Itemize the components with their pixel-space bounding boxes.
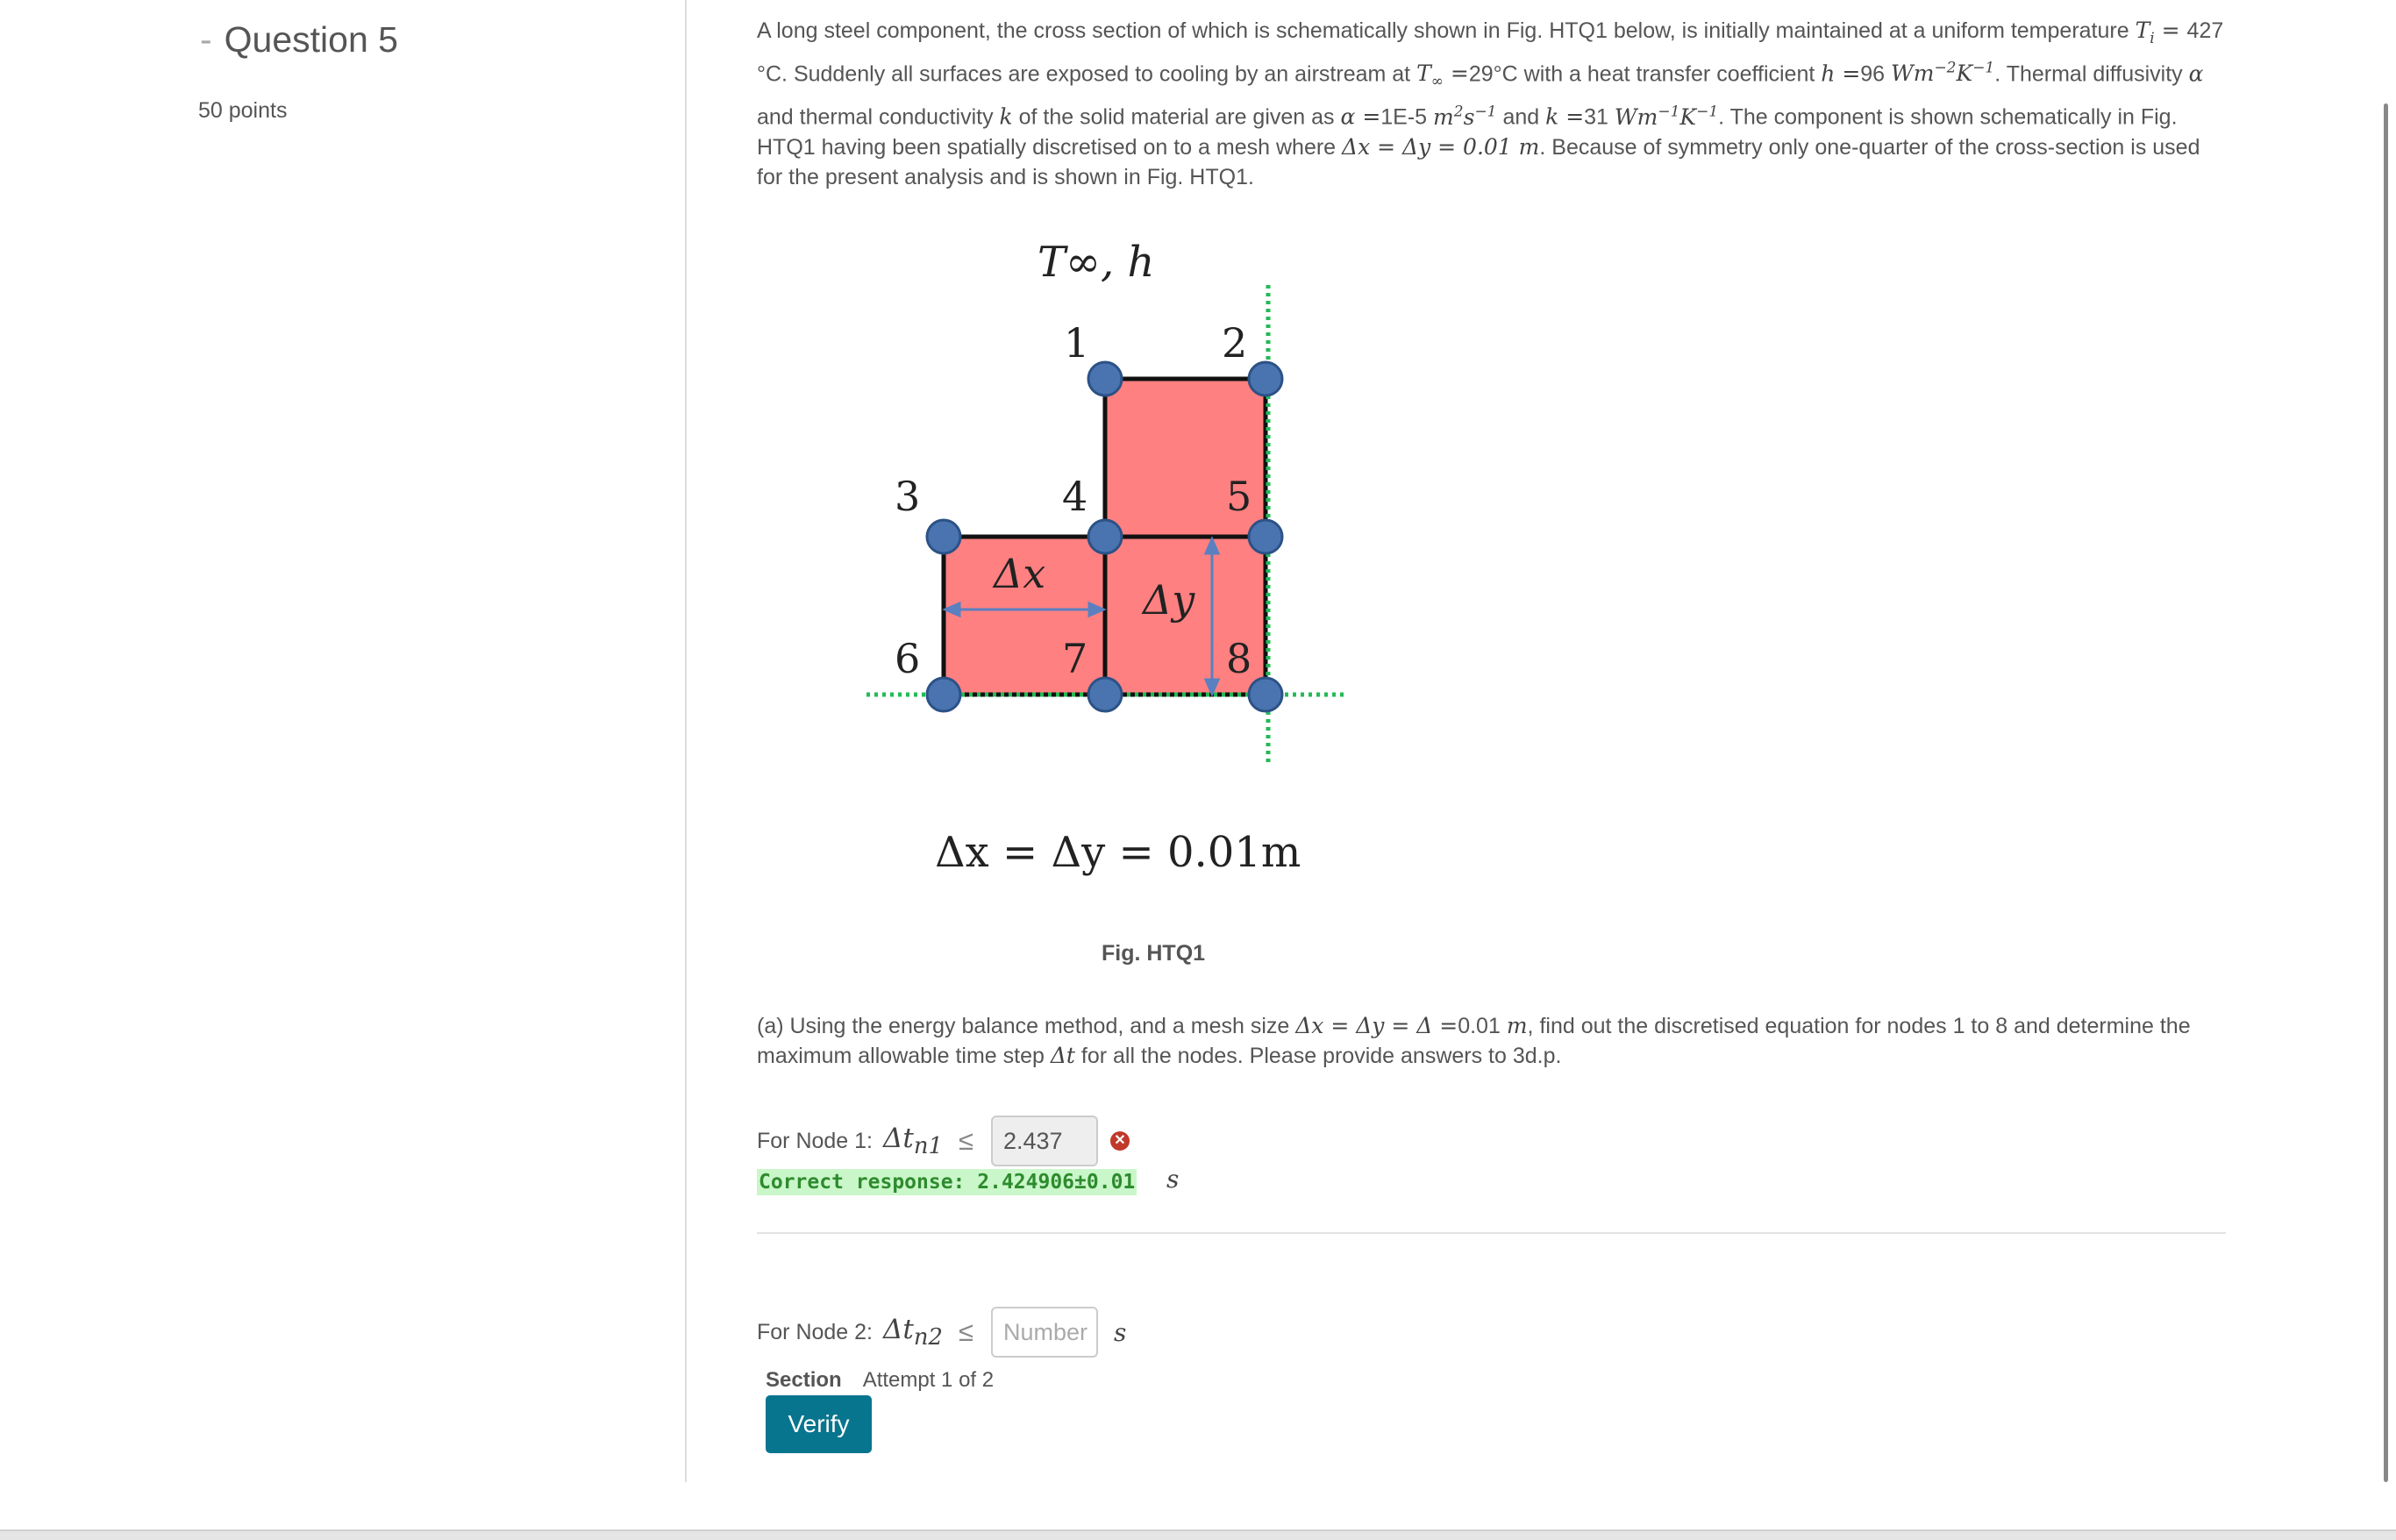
math-alpha-eq: α = bbox=[1340, 103, 1381, 130]
node2-symbol: $\Delta t_{n2}$ bbox=[883, 1313, 943, 1351]
intro-text: . Because of symmetry only one-quarter of the cross-section is used for the present analysis and is shown in Fig. HTQ1. bbox=[757, 134, 2200, 189]
node-label-5: 5 bbox=[1226, 473, 1252, 520]
mesh-size-equation: Δx = Δy = 0.01m bbox=[935, 828, 1301, 877]
node-4 bbox=[1088, 520, 1122, 553]
incorrect-icon: ✕ bbox=[1110, 1131, 1130, 1151]
intro-text: A long steel component, the cross section of which is schematically shown in Fig. HTQ1 below, is initially maintained at a uniform temperature bbox=[757, 18, 2136, 43]
Tinf-value: 29°C bbox=[1468, 61, 1518, 87]
k-value: 31 bbox=[1584, 104, 1608, 130]
math-k-eq: k = bbox=[1545, 103, 1585, 130]
node2-answer-row bbox=[757, 1307, 1126, 1358]
node-1 bbox=[1088, 362, 1122, 396]
node1-symbol: $\Delta t_{n1}$ bbox=[883, 1122, 943, 1160]
node1-label: For Node 1: bbox=[757, 1128, 874, 1153]
math-h: h = bbox=[1821, 61, 1861, 87]
h-value: 96 bbox=[1860, 61, 1886, 87]
attempt-text: Attempt 1 of 2 bbox=[862, 1368, 995, 1392]
dy-label: Δy bbox=[1143, 576, 1195, 624]
math-h-unit: $Wm^{-2}K^{-1}$ bbox=[1891, 60, 1995, 87]
dx-label: Δx bbox=[994, 550, 1046, 597]
horizontal-divider bbox=[757, 1232, 2226, 1234]
collapse-dash-icon[interactable]: - bbox=[200, 19, 212, 60]
node2-unit: s bbox=[1113, 1317, 1127, 1347]
section-label: Section bbox=[766, 1368, 842, 1392]
boundary-condition-label: T∞, h bbox=[1038, 238, 1155, 287]
math-m: m bbox=[1506, 1013, 1528, 1038]
figure-caption: Fig. HTQ1 bbox=[1102, 941, 1206, 966]
node-label-4: 4 bbox=[1062, 473, 1088, 520]
node1-input[interactable]: 2.437 bbox=[991, 1116, 1098, 1166]
node-label-8: 8 bbox=[1226, 635, 1252, 682]
question-title[interactable] bbox=[200, 19, 398, 61]
node2-label: For Node 2: bbox=[757, 1319, 874, 1344]
math-Ti: $T_i$ = bbox=[2135, 18, 2187, 47]
node-6 bbox=[927, 678, 960, 711]
node-label-6: 6 bbox=[895, 635, 921, 682]
intro-text: with a heat transfer coefficient bbox=[1517, 61, 1822, 87]
verify-button[interactable]: Verify bbox=[766, 1395, 872, 1453]
alpha-value: 1E-5 bbox=[1380, 104, 1428, 130]
math-dx-dy: Δx = Δy = 0.01 m bbox=[1342, 133, 1540, 160]
node1-unit: s bbox=[1166, 1165, 1180, 1194]
scrollbar[interactable] bbox=[2384, 103, 2388, 1482]
node-label-2: 2 bbox=[1222, 319, 1248, 367]
part-a-question bbox=[757, 1011, 2226, 1071]
node1-answer-row bbox=[757, 1116, 1130, 1166]
intro-paragraph bbox=[757, 16, 2226, 192]
math-dt: Δt bbox=[1050, 1043, 1075, 1068]
node-2 bbox=[1249, 362, 1282, 396]
question-sidebar bbox=[0, 0, 685, 1482]
math-mesh-eq: Δx = Δy = Δ = bbox=[1295, 1013, 1458, 1038]
node-label-1: 1 bbox=[1064, 319, 1090, 367]
intro-text: of the solid material are given as bbox=[1012, 104, 1341, 130]
leq-symbol: ≤ bbox=[958, 1125, 973, 1156]
intro-text: . Thermal diffusivity bbox=[1994, 61, 2189, 87]
vertical-divider bbox=[685, 0, 687, 1482]
intro-text: and bbox=[1496, 104, 1546, 130]
part-a-text: for all the nodes. Please provide answers to 3d.p. bbox=[1074, 1044, 1562, 1068]
Ti-value: 427 °C. bbox=[757, 18, 2224, 87]
node-label-3: 3 bbox=[895, 473, 921, 520]
node2-input[interactable]: Number bbox=[991, 1307, 1098, 1358]
bottom-bar bbox=[0, 1529, 2396, 1540]
math-k: k bbox=[999, 103, 1013, 130]
math-Tinf: $T_\infty$ = bbox=[1416, 61, 1469, 91]
leq-symbol: ≤ bbox=[958, 1316, 973, 1347]
section-attempt-info bbox=[766, 1368, 994, 1393]
intro-text: Suddenly all surfaces are exposed to cooling by an airstream at bbox=[788, 61, 1417, 87]
intro-text: and thermal conductivity bbox=[757, 104, 1000, 130]
node-5 bbox=[1249, 520, 1282, 553]
correct-response: Correct response: 2.424906±0.01 bbox=[759, 1171, 1136, 1194]
mesh-figure bbox=[840, 224, 1366, 925]
delta-value: 0.01 bbox=[1458, 1014, 1501, 1038]
math-alpha-unit: $m^2s^{-1}$ bbox=[1433, 103, 1497, 130]
node-3 bbox=[927, 520, 960, 553]
part-a-text: , find out the discretised equation for nodes 1 to 8 and determine the maximum allowable time step bbox=[757, 1014, 2191, 1068]
math-k-unit: $Wm^{-1}K^{-1}$ bbox=[1614, 103, 1719, 130]
part-a-text: (a) Using the energy balance method, and a mesh size bbox=[757, 1014, 1296, 1038]
node-label-7: 7 bbox=[1062, 635, 1088, 682]
node-8 bbox=[1249, 678, 1282, 711]
node-7 bbox=[1088, 678, 1122, 711]
question-points: 50 points bbox=[198, 98, 288, 123]
math-alpha: α bbox=[2188, 61, 2204, 87]
question-title-text: Question 5 bbox=[224, 19, 398, 60]
intro-text: . The component is shown schematically in Fig. HTQ1 having been spatially discretised on to a mesh where bbox=[757, 104, 2178, 160]
